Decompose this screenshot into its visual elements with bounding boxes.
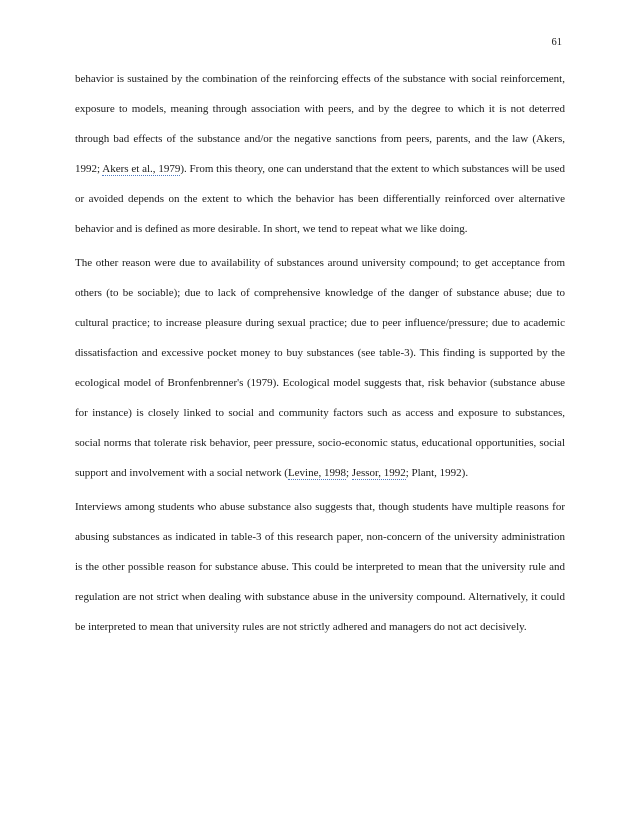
citation-link-akers-1979[interactable]: Akers et al., 1979 — [102, 163, 181, 175]
citation-link-jessor-1992[interactable]: Jessor, 1992 — [351, 467, 406, 479]
paragraph-2 — [75, 248, 565, 488]
paragraph-1 — [75, 64, 565, 244]
text-run: The other reason were due to availability of substances around university compound; to get acceptance from others (to be sociable); due to lack of comprehensive knowledge of the danger of substance abuse; due to cultural practice; to increase pleasure during sexual practice; due to peer influence/pressure; due to academic dissatisfaction and excessive pocket money to buy substances (see table-3). This finding is supported by the ecological model of Bronfenbrenner's (1979). Ecological model suggests that, risk behavior (substance abuse for instance) is closely linked to social and community factors such as access and exposure to substances, social norms that tolerate risk behavior, peer pressure, socio-economic status, educational opportunities, social support and involvement with a social network ( — [75, 257, 565, 479]
paragraph-3 — [75, 492, 565, 642]
text-run: Interviews among students who abuse substance also suggests that, though students have multiple reasons for abusing substances as indicated in table-3 of this research paper, non-concern of the university administration is the other possible reason for substance abuse. This could be interpreted to mean that the university rule and regulation are not strict when dealing with substance abuse in the university compound. Alternatively, it could be interpreted to mean that university rules are not strictly adhered and managers do not act decisively. — [75, 501, 565, 633]
text-run: behavior is sustained by the combination of the reinforcing effects of the substance with social reinforcement, exposure to models, meaning through association with peers, and by the degree to which it is not deterred through bad effects of the substance and/or the negative sanctions from peers, parents, and the law (Akers, 1992; — [75, 73, 565, 175]
text-run: ; — [345, 467, 352, 479]
page-number: 61 — [551, 37, 562, 48]
text-run: ; Plant, 1992). — [405, 467, 469, 479]
body-text — [75, 64, 565, 642]
text-run: ). From this theory, one can understand that the extent to which substances will be used or avoided depends on the extent to which the behavior has been differentially reinforced over alternative behavior and is defined as more desirable. In short, we tend to repeat what we like doing. — [75, 163, 565, 235]
citation-link-levine-1998[interactable]: Levine, 1998 — [287, 467, 346, 479]
